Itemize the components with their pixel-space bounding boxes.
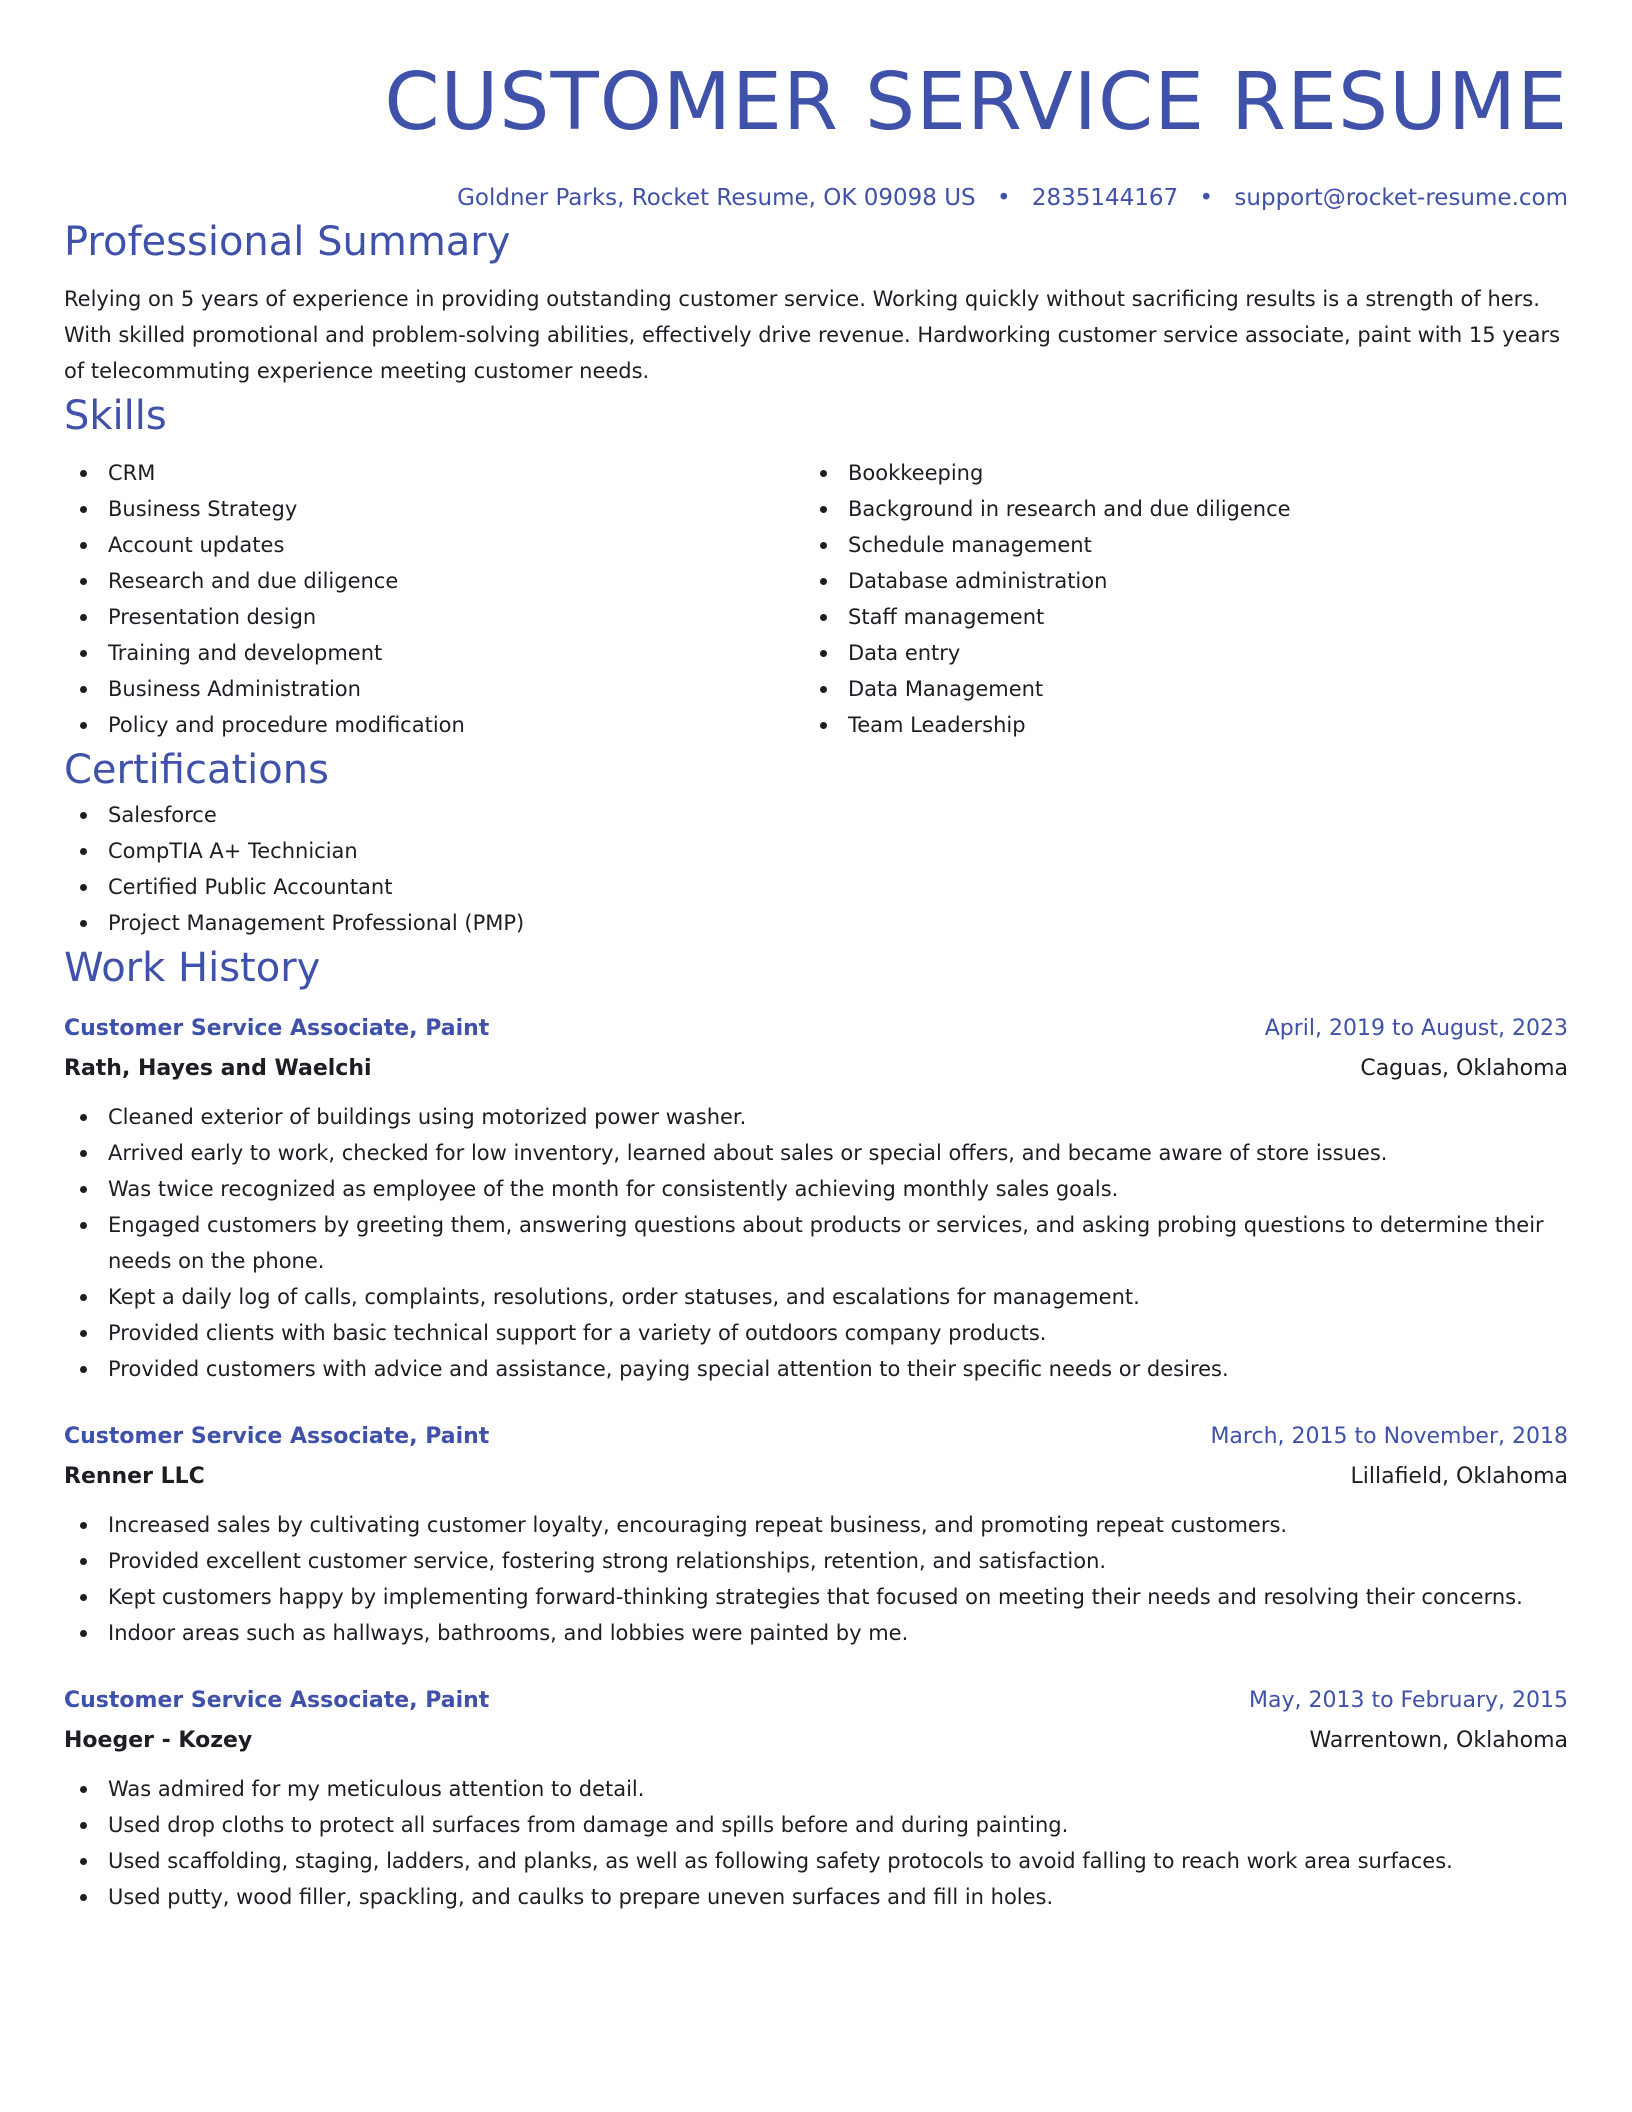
contact-line	[64, 181, 1568, 215]
skill-item: Database administration	[804, 563, 1544, 599]
job-duty: Indoor areas such as hallways, bathrooms, and lobbies were painted by me.	[64, 1615, 1568, 1651]
job-duties-list	[64, 1771, 1568, 1915]
skill-item: Business Strategy	[64, 491, 804, 527]
job-duty: Kept a daily log of calls, complaints, resolutions, order statuses, and escalations for management.	[64, 1279, 1568, 1315]
skill-item: Schedule management	[804, 527, 1544, 563]
job-location: Lillafield, Oklahoma	[1350, 1464, 1568, 1489]
skill-item: Training and development	[64, 635, 804, 671]
job-duty: Was twice recognized as employee of the month for consistently achieving monthly sales goals.	[64, 1171, 1568, 1207]
skill-item: Team Leadership	[804, 707, 1544, 743]
skill-item: Research and due diligence	[64, 563, 804, 599]
contact-separator: •	[1199, 185, 1214, 211]
certifications-list	[64, 797, 1568, 941]
skills-columns	[64, 455, 1568, 743]
job-duty: Was admired for my meticulous attention to detail.	[64, 1771, 1568, 1807]
certification-item: Salesforce	[64, 797, 1568, 833]
job-duty: Provided customers with advice and assistance, paying special attention to their specific needs or desires.	[64, 1351, 1568, 1387]
skill-item: Bookkeeping	[804, 455, 1544, 491]
job-duties-list	[64, 1507, 1568, 1651]
certification-item: Certified Public Accountant	[64, 869, 1568, 905]
job-location: Caguas, Oklahoma	[1360, 1056, 1568, 1081]
contact-address: Goldner Parks, Rocket Resume, OK 09098 US	[457, 185, 976, 211]
job-duty: Arrived early to work, checked for low inventory, learned about sales or special offers, and became aware of store issues.	[64, 1135, 1568, 1171]
skill-item: Data Management	[804, 671, 1544, 707]
job-title: Customer Service Associate, Paint	[64, 1424, 490, 1449]
job-company-row	[64, 1457, 1568, 1497]
job-duty: Kept customers happy by implementing forward-thinking strategies that focused on meeting their needs and resolving their concerns.	[64, 1579, 1568, 1615]
job-entry	[64, 1417, 1568, 1651]
job-title: Customer Service Associate, Paint	[64, 1016, 490, 1041]
job-dates: March, 2015 to November, 2018	[1210, 1424, 1568, 1449]
summary-text: Relying on 5 years of experience in providing outstanding customer service. Working quickly without sacrificing results is a strength of hers. With skilled promotional and problem-solving abilities, effectively drive revenue. Hardworking customer service associate, paint with 15 years of telecommuting experience meeting customer needs.	[64, 287, 1561, 383]
certifications-heading: Certifications	[64, 747, 329, 793]
skill-item: Background in research and due diligence	[804, 491, 1544, 527]
resume-title: CUSTOMER SERVICE RESUME	[384, 56, 1568, 148]
job-dates: April, 2019 to August, 2023	[1264, 1016, 1568, 1041]
job-entry	[64, 1009, 1568, 1387]
skill-item: Data entry	[804, 635, 1544, 671]
job-duty: Used putty, wood filler, spackling, and caulks to prepare uneven surfaces and fill in holes.	[64, 1879, 1568, 1915]
skill-item: Staff management	[804, 599, 1544, 635]
job-duty: Used drop cloths to protect all surfaces from damage and spills before and during painting.	[64, 1807, 1568, 1843]
job-company-row	[64, 1049, 1568, 1089]
skill-item: Presentation design	[64, 599, 804, 635]
skills-heading: Skills	[64, 393, 167, 439]
job-company-row	[64, 1721, 1568, 1761]
job-company: Rath, Hayes and Waelchi	[64, 1056, 372, 1081]
job-header-row	[64, 1417, 1568, 1457]
skill-item: Account updates	[64, 527, 804, 563]
job-header-row	[64, 1681, 1568, 1721]
job-duty: Engaged customers by greeting them, answering questions about products or services, and asking probing questions to determine their needs on the phone.	[64, 1207, 1568, 1279]
job-header-row	[64, 1009, 1568, 1049]
skill-item: Business Administration	[64, 671, 804, 707]
skill-item: Policy and procedure modification	[64, 707, 804, 743]
skill-item: CRM	[64, 455, 804, 491]
job-duties-list	[64, 1099, 1568, 1387]
contact-separator: •	[996, 185, 1011, 211]
job-dates: May, 2013 to February, 2015	[1249, 1688, 1568, 1713]
job-title: Customer Service Associate, Paint	[64, 1688, 490, 1713]
contact-email: support@rocket-resume.com	[1234, 185, 1568, 211]
job-entry	[64, 1681, 1568, 1915]
job-duty: Provided clients with basic technical support for a variety of outdoors company products.	[64, 1315, 1568, 1351]
skills-list-left	[64, 455, 804, 743]
job-company: Hoeger - Kozey	[64, 1728, 253, 1753]
job-duty: Provided excellent customer service, fostering strong relationships, retention, and satisfaction.	[64, 1543, 1568, 1579]
contact-phone: 2835144167	[1031, 185, 1179, 211]
job-duty: Increased sales by cultivating customer loyalty, encouraging repeat business, and promoting repeat customers.	[64, 1507, 1568, 1543]
certification-item: Project Management Professional (PMP)	[64, 905, 1568, 941]
skills-list-right	[804, 455, 1544, 743]
job-location: Warrentown, Oklahoma	[1309, 1728, 1568, 1753]
summary-heading: Professional Summary	[64, 219, 511, 265]
job-company: Renner LLC	[64, 1464, 205, 1489]
work-history-heading: Work History	[64, 945, 321, 991]
job-duty: Cleaned exterior of buildings using motorized power washer.	[64, 1099, 1568, 1135]
job-duty: Used scaffolding, staging, ladders, and planks, as well as following safety protocols to avoid falling to reach work area surfaces.	[64, 1843, 1568, 1879]
certification-item: CompTIA A+ Technician	[64, 833, 1568, 869]
